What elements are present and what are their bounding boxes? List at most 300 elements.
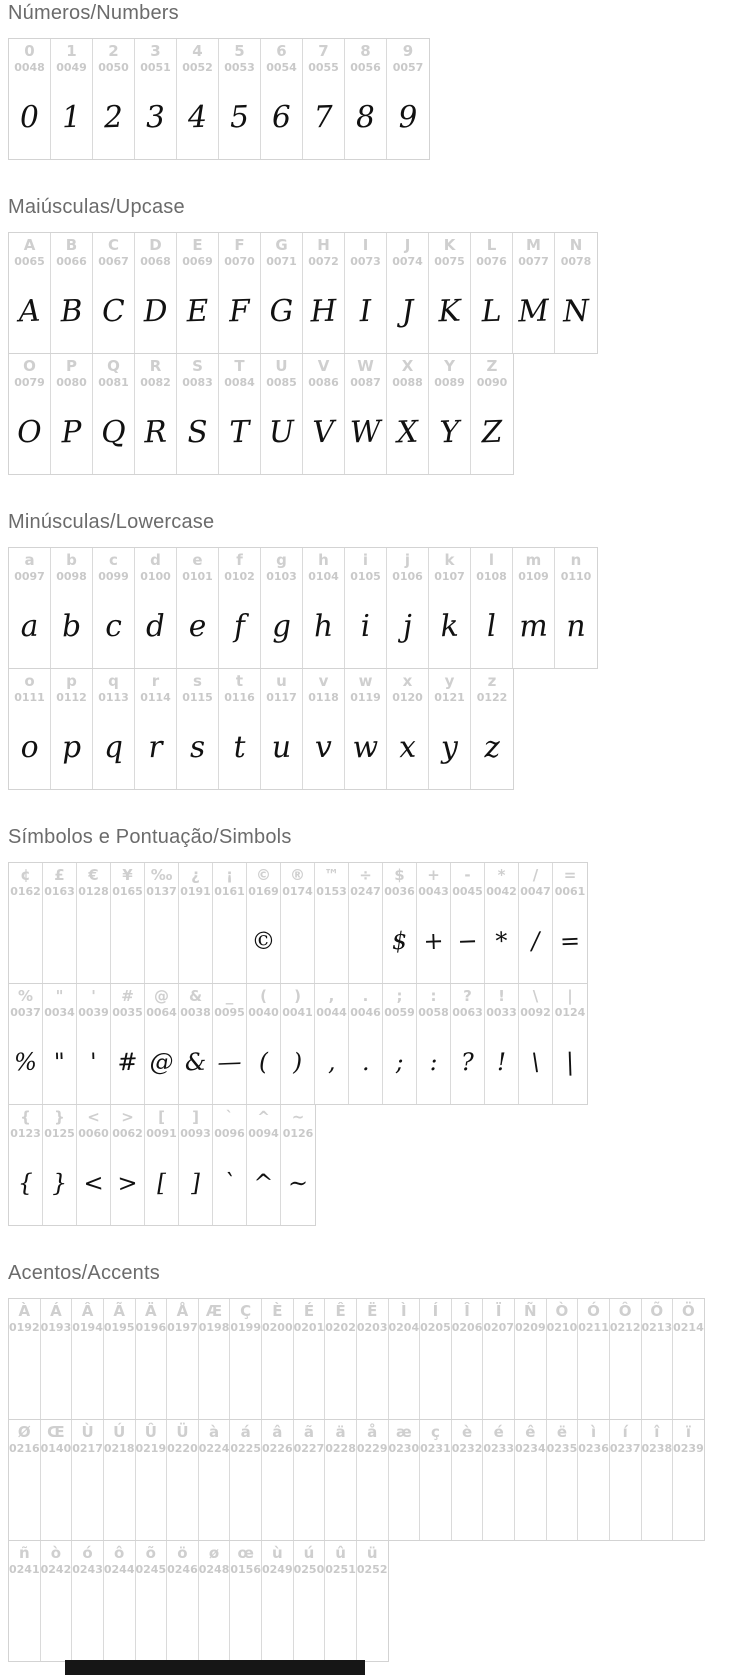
char-cell xyxy=(104,1420,136,1540)
cell-character-label: t xyxy=(235,672,244,690)
char-cell xyxy=(515,1299,547,1419)
cell-glyph: Y xyxy=(438,414,461,450)
cell-glyph xyxy=(640,1334,674,1419)
cell-unicode-code: 0220 xyxy=(167,1442,198,1455)
char-cell xyxy=(104,1541,136,1661)
cell-glyph: ` xyxy=(223,1168,236,1198)
char-cell xyxy=(357,1541,388,1661)
cell-unicode-code: 0252 xyxy=(356,1563,388,1576)
char-cell xyxy=(219,39,261,159)
char-cell xyxy=(325,1420,357,1540)
cell-unicode-code: 0125 xyxy=(44,1127,75,1140)
cell-unicode-code: 0120 xyxy=(392,691,423,704)
cell-glyph: − xyxy=(456,926,479,956)
cell-glyph xyxy=(178,898,214,983)
char-cell xyxy=(294,1420,326,1540)
cell-unicode-code: 0140 xyxy=(40,1442,72,1455)
cell-glyph xyxy=(197,1334,231,1419)
cell-character-label: ô xyxy=(114,1544,125,1562)
char-cell xyxy=(93,669,135,789)
cell-unicode-code: 0067 xyxy=(98,255,129,268)
cell-character-label: å xyxy=(367,1423,378,1441)
cell-glyph: l xyxy=(486,608,497,644)
cell-unicode-code: 0079 xyxy=(14,376,45,389)
char-cell xyxy=(471,354,513,474)
cell-character-label: b xyxy=(66,551,77,569)
cell-character-label: I xyxy=(362,236,369,254)
char-cell xyxy=(145,1105,179,1225)
cell-character-label: û xyxy=(335,1544,346,1562)
cell-character-label: © xyxy=(256,866,271,884)
cell-glyph xyxy=(39,1455,73,1540)
cell-unicode-code: 0074 xyxy=(392,255,423,268)
cell-unicode-code: 0234 xyxy=(515,1442,546,1455)
cell-unicode-code: 0101 xyxy=(182,570,213,583)
cell-glyph xyxy=(261,1576,295,1661)
char-cell xyxy=(93,233,135,353)
cell-unicode-code: 0233 xyxy=(483,1442,514,1455)
char-cell xyxy=(111,984,145,1104)
char-cell xyxy=(9,548,51,668)
cell-glyph xyxy=(387,1334,421,1419)
cell-glyph: 2 xyxy=(103,99,124,135)
cell-unicode-code: 0247 xyxy=(350,885,381,898)
char-cell xyxy=(167,1420,199,1540)
char-cell xyxy=(547,1299,579,1419)
cell-character-label: z xyxy=(487,672,497,690)
cell-glyph: Z xyxy=(480,414,504,450)
charmap-section xyxy=(8,511,730,790)
cell-unicode-code: 0059 xyxy=(384,1006,415,1019)
char-cell xyxy=(417,984,451,1104)
cell-character-label: ú xyxy=(303,1544,315,1562)
cell-glyph: G xyxy=(268,293,295,329)
cell-unicode-code: 0104 xyxy=(308,570,339,583)
char-cell xyxy=(387,548,429,668)
cell-glyph: 9 xyxy=(397,99,419,135)
char-cell xyxy=(135,669,177,789)
cell-glyph xyxy=(229,1334,263,1419)
char-cell xyxy=(219,354,261,474)
char-cell xyxy=(135,233,177,353)
char-cell xyxy=(357,1420,389,1540)
cell-glyph: & xyxy=(184,1047,207,1077)
cell-unicode-code: 0116 xyxy=(224,691,255,704)
cell-glyph xyxy=(419,1334,453,1419)
char-cell xyxy=(199,1420,231,1540)
cell-glyph: 0 xyxy=(19,99,40,135)
cell-glyph: ! xyxy=(496,1047,507,1077)
cell-glyph xyxy=(324,1455,358,1540)
char-cell xyxy=(9,354,51,474)
cell-character-label: à xyxy=(209,1423,220,1441)
cell-character-label: R xyxy=(149,357,162,375)
cell-character-label: Ç xyxy=(240,1302,252,1320)
cell-glyph: | xyxy=(565,1047,575,1077)
char-cell xyxy=(345,233,387,353)
cell-character-label: _ xyxy=(225,987,234,1005)
cell-unicode-code: 0036 xyxy=(384,885,415,898)
cell-unicode-code: 0197 xyxy=(167,1321,198,1334)
cell-glyph: " xyxy=(53,1047,66,1077)
cell-unicode-code: 0042 xyxy=(486,885,517,898)
cell-glyph xyxy=(134,1455,168,1540)
cell-glyph xyxy=(292,1576,326,1661)
cell-unicode-code: 0088 xyxy=(392,376,423,389)
cell-unicode-code: 0162 xyxy=(10,885,41,898)
char-cell xyxy=(387,669,429,789)
cell-character-label: á xyxy=(240,1423,251,1441)
cell-character-label: È xyxy=(272,1302,283,1320)
char-cell xyxy=(9,233,51,353)
cell-glyph xyxy=(608,1334,642,1419)
cell-character-label: 1 xyxy=(66,42,77,60)
char-cell xyxy=(77,863,111,983)
cell-glyph: . xyxy=(361,1047,370,1077)
cell-glyph: S xyxy=(186,414,209,450)
cell-character-label: E xyxy=(192,236,203,254)
cell-glyph xyxy=(8,898,44,983)
cell-character-label: 3 xyxy=(150,42,161,60)
cell-glyph: X xyxy=(396,414,419,450)
char-cell xyxy=(387,354,429,474)
bottom-cutoff-bar xyxy=(65,1660,365,1675)
char-row xyxy=(8,1298,705,1420)
cell-glyph: j xyxy=(402,608,413,644)
cell-character-label: ù xyxy=(271,1544,283,1562)
cell-unicode-code: 0241 xyxy=(9,1563,40,1576)
cell-unicode-code: 0246 xyxy=(167,1563,198,1576)
cell-unicode-code: 0090 xyxy=(476,376,508,389)
cell-unicode-code: 0206 xyxy=(451,1321,483,1334)
cell-character-label: M xyxy=(526,236,541,254)
cell-character-label: . xyxy=(362,987,369,1005)
cell-character-label: ò xyxy=(50,1544,62,1562)
cell-glyph: A xyxy=(18,293,41,329)
cell-glyph: B xyxy=(59,293,84,329)
cell-glyph xyxy=(640,1455,674,1540)
cell-glyph xyxy=(314,898,350,983)
char-cell xyxy=(555,233,597,353)
char-cell xyxy=(429,669,471,789)
char-cell xyxy=(325,1299,357,1419)
cell-character-label: ® xyxy=(290,866,305,884)
cell-glyph: @ xyxy=(149,1047,174,1077)
char-cell xyxy=(610,1299,642,1419)
char-cell xyxy=(51,39,93,159)
char-cell xyxy=(345,669,387,789)
char-row xyxy=(8,38,430,160)
charmap-section xyxy=(8,1262,730,1662)
char-cell xyxy=(281,984,315,1104)
char-cell xyxy=(104,1299,136,1419)
cell-glyph xyxy=(514,1455,548,1540)
cell-glyph xyxy=(134,1576,168,1661)
cell-glyph: U xyxy=(268,414,295,450)
cell-unicode-code: 0112 xyxy=(56,691,87,704)
cell-unicode-code: 0053 xyxy=(224,61,255,74)
cell-character-label: r xyxy=(151,672,160,690)
cell-character-label: L xyxy=(486,236,497,254)
cell-unicode-code: 0239 xyxy=(673,1442,704,1455)
cell-glyph: ~ xyxy=(287,1168,309,1198)
cell-unicode-code: 0080 xyxy=(56,376,87,389)
cell-character-label: g xyxy=(276,551,287,569)
cell-unicode-code: 0069 xyxy=(182,255,213,268)
char-cell xyxy=(93,548,135,668)
cell-glyph: T xyxy=(228,414,251,450)
cell-character-label: U xyxy=(275,357,288,375)
cell-unicode-code: 0087 xyxy=(350,376,381,389)
cell-glyph xyxy=(166,1334,200,1419)
cell-character-label: ` xyxy=(225,1108,234,1126)
cell-glyph: x xyxy=(398,729,417,765)
char-cell xyxy=(262,1420,294,1540)
cell-glyph: 6 xyxy=(271,99,292,135)
cell-character-label: : xyxy=(430,987,437,1005)
cell-glyph: I xyxy=(358,293,373,329)
cell-unicode-code: 0218 xyxy=(103,1442,135,1455)
cell-unicode-code: 0054 xyxy=(266,61,297,74)
cell-unicode-code: 0161 xyxy=(214,885,245,898)
cell-unicode-code: 0033 xyxy=(486,1006,517,1019)
char-cell xyxy=(93,354,135,474)
char-row xyxy=(8,983,588,1105)
cell-character-label: V xyxy=(317,357,330,375)
cell-unicode-code: 0114 xyxy=(140,691,171,704)
cell-character-label: a xyxy=(24,551,35,569)
cell-character-label: ) xyxy=(294,987,301,1005)
char-cell xyxy=(136,1541,168,1661)
cell-unicode-code: 0203 xyxy=(356,1321,388,1334)
char-cell xyxy=(199,1541,231,1661)
charmap-section xyxy=(8,2,730,160)
cell-unicode-code: 0092 xyxy=(520,1006,551,1019)
cell-character-label: 6 xyxy=(276,42,287,60)
cell-unicode-code: 0235 xyxy=(546,1442,578,1455)
cell-character-label: D xyxy=(149,236,162,254)
cell-unicode-code: 0153 xyxy=(316,885,347,898)
cell-character-label: ö xyxy=(177,1544,188,1562)
cell-character-label: Ì xyxy=(401,1302,407,1320)
char-cell xyxy=(294,1299,326,1419)
cell-glyph: + xyxy=(422,926,445,956)
char-cell xyxy=(51,548,93,668)
cell-character-label: } xyxy=(54,1108,65,1126)
cell-unicode-code: 0111 xyxy=(14,691,45,704)
char-cell xyxy=(51,354,93,474)
cell-character-label: Ü xyxy=(176,1423,189,1441)
cell-glyph xyxy=(8,1334,42,1419)
cell-character-label: W xyxy=(357,357,374,375)
char-cell xyxy=(325,1541,357,1661)
char-cell xyxy=(553,863,587,983)
char-row xyxy=(8,1104,316,1226)
cell-character-label: & xyxy=(188,987,203,1005)
cell-glyph: K xyxy=(437,293,462,329)
cell-character-label: i xyxy=(362,551,369,569)
cell-character-label: " xyxy=(55,987,64,1005)
cell-glyph xyxy=(197,1576,231,1661)
section-title: Símbolos e Pontuação/Simbols xyxy=(8,826,292,848)
cell-unicode-code: 0085 xyxy=(266,376,297,389)
char-cell xyxy=(519,863,553,983)
cell-unicode-code: 0210 xyxy=(546,1321,578,1334)
cell-glyph: a xyxy=(19,608,40,644)
cell-glyph: % xyxy=(13,1047,38,1077)
cell-unicode-code: 0097 xyxy=(14,570,45,583)
char-cell xyxy=(219,548,261,668)
char-cell xyxy=(261,548,303,668)
char-cell xyxy=(199,1299,231,1419)
char-cell xyxy=(471,233,513,353)
cell-unicode-code: 0231 xyxy=(420,1442,451,1455)
cell-unicode-code: 0244 xyxy=(103,1563,135,1576)
char-cell xyxy=(111,863,145,983)
cell-glyph: / xyxy=(530,926,541,956)
cell-glyph: ; xyxy=(394,1047,405,1077)
char-cell xyxy=(387,39,429,159)
cell-character-label: ‰ xyxy=(150,866,173,884)
cell-character-label: ^ xyxy=(257,1108,270,1126)
cell-character-label: ü xyxy=(366,1544,378,1562)
char-cell xyxy=(485,984,519,1104)
cell-glyph xyxy=(134,1334,168,1419)
cell-unicode-code: 0041 xyxy=(282,1006,313,1019)
char-cell xyxy=(303,548,345,668)
cell-character-label: Û xyxy=(144,1423,157,1441)
char-cell xyxy=(303,39,345,159)
char-cell xyxy=(41,1299,73,1419)
char-cell xyxy=(673,1299,704,1419)
cell-character-label: o xyxy=(24,672,35,690)
char-cell xyxy=(179,863,213,983)
cell-character-label: 4 xyxy=(192,42,203,60)
cell-character-label: F xyxy=(234,236,245,254)
cell-glyph: k xyxy=(439,608,460,644)
cell-unicode-code: 0063 xyxy=(452,1006,483,1019)
cell-character-label: Ø xyxy=(17,1423,31,1441)
cell-glyph: 7 xyxy=(313,99,334,135)
char-cell xyxy=(262,1299,294,1419)
char-cell xyxy=(673,1420,704,1540)
cell-unicode-code: 0232 xyxy=(451,1442,483,1455)
cell-character-label: ç xyxy=(430,1423,440,1441)
cell-unicode-code: 0219 xyxy=(135,1442,167,1455)
cell-character-label: ä xyxy=(335,1423,346,1441)
cell-character-label: Ó xyxy=(587,1302,600,1320)
cell-character-label: ø xyxy=(208,1544,220,1562)
cell-unicode-code: 0238 xyxy=(641,1442,673,1455)
cell-glyph xyxy=(545,1334,579,1419)
char-cell xyxy=(43,863,77,983)
cell-character-label: ! xyxy=(498,987,505,1005)
cell-character-label: Á xyxy=(50,1302,62,1320)
char-cell xyxy=(281,1105,315,1225)
cell-character-label: v xyxy=(318,672,329,690)
char-cell xyxy=(420,1299,452,1419)
cell-character-label: K xyxy=(443,236,456,254)
cell-glyph: < xyxy=(82,1168,105,1198)
char-cell xyxy=(483,1420,515,1540)
cell-glyph: g xyxy=(271,608,292,644)
cell-unicode-code: 0227 xyxy=(293,1442,325,1455)
cell-glyph: u xyxy=(271,729,292,765)
cell-unicode-code: 0048 xyxy=(14,61,45,74)
cell-glyph xyxy=(608,1455,642,1540)
cell-unicode-code: 0038 xyxy=(180,1006,211,1019)
cell-character-label: Ú xyxy=(113,1423,126,1441)
char-cell xyxy=(429,354,471,474)
cell-unicode-code: 0109 xyxy=(518,570,549,583)
cell-character-label: ; xyxy=(396,987,403,1005)
char-cell xyxy=(294,1541,326,1661)
char-cell xyxy=(9,984,43,1104)
cell-glyph xyxy=(102,1334,136,1419)
character-map-page xyxy=(8,2,730,1662)
cell-glyph: m xyxy=(518,608,549,644)
cell-unicode-code: 0052 xyxy=(182,61,213,74)
cell-character-label: Ï xyxy=(495,1302,502,1320)
cell-glyph xyxy=(42,898,78,983)
cell-character-label: Ò xyxy=(555,1302,569,1320)
cell-glyph: 8 xyxy=(355,99,376,135)
cell-unicode-code: 0194 xyxy=(72,1321,103,1334)
cell-glyph xyxy=(166,1576,200,1661)
cell-character-label: > xyxy=(121,1108,134,1126)
cell-character-label: d xyxy=(150,551,161,569)
cell-character-label: À xyxy=(18,1302,31,1320)
cell-unicode-code: 0098 xyxy=(56,570,87,583)
cell-glyph: } xyxy=(51,1168,68,1198)
char-cell xyxy=(471,548,513,668)
cell-character-label: H xyxy=(317,236,330,254)
cell-glyph: ( xyxy=(258,1047,269,1077)
char-cell xyxy=(357,1299,389,1419)
cell-character-label: œ xyxy=(237,1544,254,1562)
cell-character-label: < xyxy=(87,1108,100,1126)
cell-character-label: S xyxy=(192,357,203,375)
char-cell xyxy=(303,354,345,474)
cell-character-label: x xyxy=(402,672,413,690)
cell-unicode-code: 0224 xyxy=(198,1442,230,1455)
cell-character-label: O xyxy=(23,357,36,375)
char-cell xyxy=(213,984,247,1104)
cell-glyph xyxy=(672,1455,706,1540)
char-cell xyxy=(213,863,247,983)
char-cell xyxy=(262,1541,294,1661)
char-row xyxy=(8,353,514,475)
char-cell xyxy=(519,984,553,1104)
cell-unicode-code: 0165 xyxy=(112,885,143,898)
cell-glyph: D xyxy=(142,293,169,329)
char-cell xyxy=(389,1420,421,1540)
cell-character-label: n xyxy=(570,551,582,569)
cell-unicode-code: 0236 xyxy=(578,1442,609,1455)
cell-character-label: w xyxy=(358,672,373,690)
cell-character-label: â xyxy=(272,1423,283,1441)
cell-unicode-code: 0243 xyxy=(72,1563,103,1576)
cell-glyph: 3 xyxy=(145,99,166,135)
cell-character-label: , xyxy=(328,987,335,1005)
cell-unicode-code: 0076 xyxy=(476,255,507,268)
char-row xyxy=(8,547,598,669)
cell-glyph xyxy=(229,1455,263,1540)
char-cell xyxy=(389,1299,421,1419)
cell-character-label: ? xyxy=(463,987,472,1005)
char-cell xyxy=(420,1420,452,1540)
cell-character-label: 7 xyxy=(318,42,329,60)
